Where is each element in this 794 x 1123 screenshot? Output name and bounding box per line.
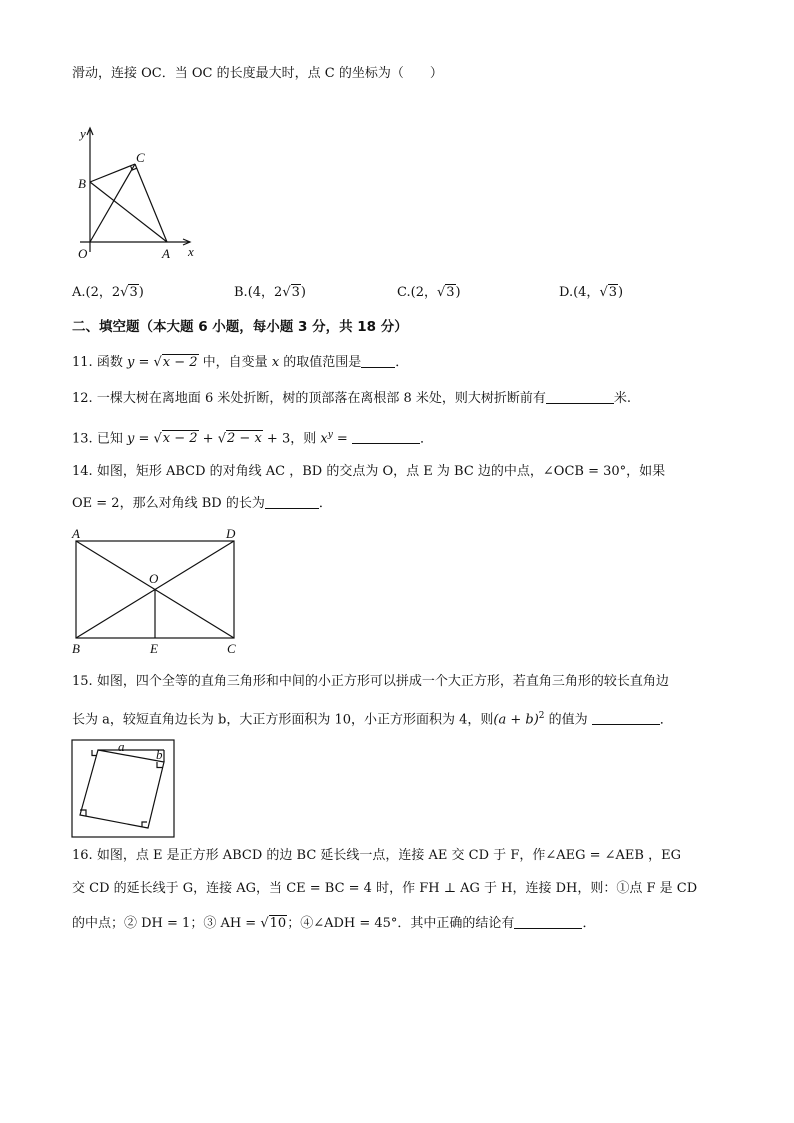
- answer-blank-12[interactable]: [546, 389, 614, 404]
- question-16-line-2: 交 CD 的延长线于 G，连接 AG，当 CE = BC = 4 时，作 FH ⊥ AG 于 H，连接 DH，则：①点 F 是 CD: [72, 881, 698, 896]
- section-heading: 二、填空题（本大题 6 小题，每小题 3 分，共 18 分）: [72, 319, 408, 335]
- answer-blank-13[interactable]: [352, 429, 420, 444]
- label-a: A: [72, 526, 80, 541]
- q10-choices: [72, 281, 712, 301]
- right-angle-mark-2: [157, 762, 163, 768]
- label-y: y: [80, 126, 86, 141]
- question-15-line-2: 长为 a，较短直角边长为 b，大正方形面积为 10，小正方形面积为 4，则$(a + b)^2$ 的值为 ．: [72, 711, 673, 728]
- question-16-line-3: 的中点；② DH = 1；③ AH = √10；④∠ADH = 45°．其中正确的结论有 ．: [72, 916, 596, 931]
- label-e: E: [150, 641, 158, 656]
- question-12: 12. 一棵大树在离地面 6 米处折断，树的顶部落在离根部 8 米处，则大树折断前有 米.: [72, 391, 632, 406]
- question-14-line-2: OE = 2，那么对角线 BD 的长为 ．: [72, 496, 332, 511]
- answer-blank-16[interactable]: [514, 914, 582, 929]
- question-16-line-1: 16. 如图，点 E 是正方形 ABCD 的边 BC 延长线一点，连接 AE 交 CD 于 F，作∠AEG = ∠AEB ，EG: [72, 848, 681, 863]
- label-a: a: [118, 739, 125, 754]
- label-o: O: [149, 571, 159, 586]
- question-15-line-1: 15. 如图，四个全等的直角三角形和中间的小正方形可以拼成一个大正方形，若直角三角形的较长直角边: [72, 674, 669, 689]
- question-14-line-1: 14. 如图，矩形 ABCD 的对角线 AC ，BD 的交点为 O，点 E 为 BC 边的中点，∠OCB = 30°，如果: [72, 464, 666, 479]
- answer-blank-15[interactable]: [592, 710, 660, 725]
- label-c: C: [136, 150, 145, 165]
- inner-quadrilateral: [80, 750, 164, 828]
- choice-d[interactable]: D.(4，√3): [559, 285, 624, 300]
- label-o: O: [78, 246, 88, 261]
- q15-square-figure: [70, 738, 178, 840]
- right-angle-mark-3: [142, 822, 147, 827]
- q10-stem-tail: 滑动，连接 OC．当 OC 的长度最大时，点 C 的坐标为（ ）: [72, 66, 443, 81]
- label-b: b: [156, 747, 163, 762]
- answer-blank-14[interactable]: [265, 494, 319, 509]
- label-b: B: [78, 176, 86, 191]
- segment-ba: [90, 182, 167, 242]
- segment-bc: [90, 164, 135, 182]
- q14-rectangle-figure: [68, 526, 246, 658]
- question-11: 11. 函数 y = √x − 2 中，自变量 x 的取值范围是 ．: [72, 355, 409, 370]
- answer-blank-11[interactable]: [361, 353, 395, 368]
- choice-c[interactable]: C.(2，√3): [397, 285, 461, 300]
- question-13: 13. 已知 y = √x − 2 + √2 − x + 3，则 $x^y$ = ．: [72, 430, 433, 447]
- choice-b[interactable]: B.(4，2√3): [234, 285, 306, 300]
- label-c: C: [227, 641, 236, 656]
- label-d: D: [226, 526, 236, 541]
- segment-oc: [90, 164, 135, 242]
- label-x: x: [188, 244, 194, 259]
- label-a: A: [162, 246, 170, 261]
- q10-coordinate-figure: [70, 122, 210, 264]
- label-b: B: [72, 641, 80, 656]
- segment-ca: [135, 164, 167, 242]
- choice-a[interactable]: A.(2，2√3): [72, 285, 144, 300]
